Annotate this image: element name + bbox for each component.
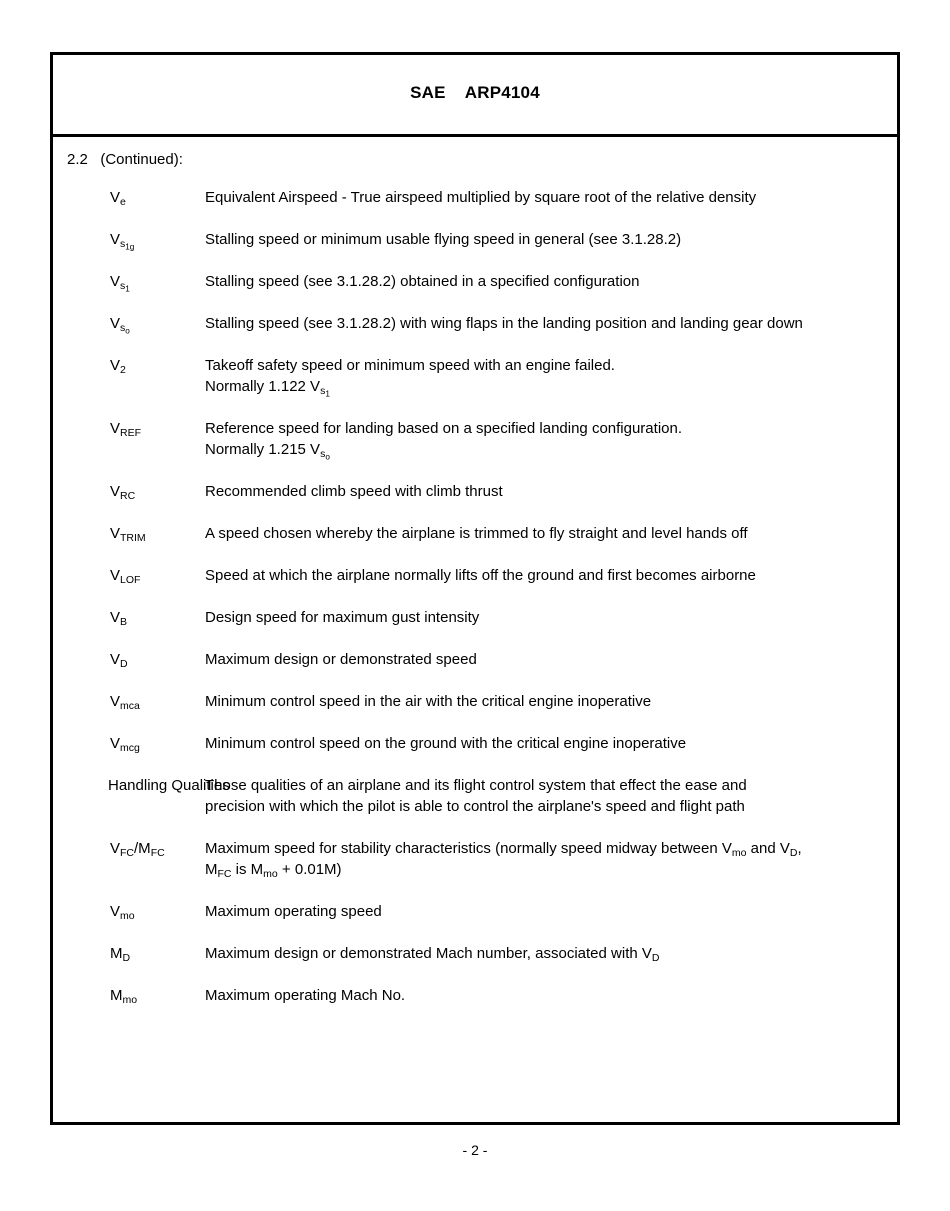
glossary-entry bbox=[53, 565, 897, 586]
glossary-entry bbox=[53, 187, 897, 208]
glossary-description: Reference speed for landing based on a specified landing configuration. Normally 1.215 $V_{s_o}$ bbox=[205, 420, 682, 462]
glossary-description: Maximum design or demonstrated speed bbox=[205, 651, 477, 668]
glossary-description: Maximum design or demonstrated Mach number, associated with $V_D$ bbox=[205, 945, 660, 965]
glossary-description: Maximum speed for stability characteristics (normally speed midway between $V_{mo}$ and $V_D$, $M_{FC}$ is $M_{mo} + 0.01M$) bbox=[205, 840, 802, 881]
glossary-entry bbox=[53, 901, 897, 922]
glossary-term: $V_2$ bbox=[110, 357, 126, 377]
glossary-term: $V_{RC}$ bbox=[110, 483, 136, 503]
glossary-description: Speed at which the airplane normally lifts off the ground and first becomes airborne bbox=[205, 567, 756, 584]
glossary-term: $V_B$ bbox=[110, 609, 128, 629]
document-header-band bbox=[53, 55, 897, 137]
document-frame bbox=[50, 52, 900, 1125]
glossary-term: $V_{REF}$ bbox=[110, 420, 142, 440]
glossary-description: Stalling speed (see 3.1.28.2) obtained in a specified configuration bbox=[205, 273, 640, 290]
glossary-entry bbox=[53, 775, 897, 817]
glossary-term: $V_{TRIM}$ bbox=[110, 525, 146, 545]
glossary-list bbox=[53, 187, 897, 1027]
glossary-term: $V_{s_{1g}}$ bbox=[110, 231, 135, 252]
glossary-entry bbox=[53, 838, 897, 880]
glossary-description: Design speed for maximum gust intensity bbox=[205, 609, 480, 626]
glossary-term: $M_{mo}$ bbox=[110, 987, 138, 1007]
glossary-entry bbox=[53, 943, 897, 964]
glossary-term: $M_D$ bbox=[110, 945, 131, 965]
glossary-term: $V_D$ bbox=[110, 651, 128, 671]
glossary-term: $V_{mcg}$ bbox=[110, 735, 140, 755]
glossary-entry bbox=[53, 229, 897, 250]
glossary-entry bbox=[53, 985, 897, 1006]
glossary-entry bbox=[53, 733, 897, 754]
glossary-description: A speed chosen whereby the airplane is trimmed to fly straight and level hands off bbox=[205, 525, 748, 542]
glossary-entry bbox=[53, 313, 897, 334]
glossary-description: Maximum operating Mach No. bbox=[205, 987, 406, 1004]
glossary-term: $V_{FC}/M_{FC}$ bbox=[110, 840, 165, 860]
standard-title: SAE ARP4104 bbox=[410, 83, 540, 102]
glossary-term: $V_{s_1}$ bbox=[110, 273, 130, 294]
glossary-description: Equivalent Airspeed - True airspeed multiplied by square root of the relative density bbox=[205, 189, 757, 206]
glossary-entry bbox=[53, 649, 897, 670]
glossary-description: Minimum control speed in the air with the critical engine inoperative bbox=[205, 693, 652, 710]
glossary-description: Minimum control speed on the ground with the critical engine inoperative bbox=[205, 735, 687, 752]
glossary-term: $V_{mo}$ bbox=[110, 903, 135, 923]
glossary-entry bbox=[53, 418, 897, 460]
glossary-entry bbox=[53, 691, 897, 712]
glossary-term: $V_e$ bbox=[110, 189, 126, 209]
glossary-description: Takeoff safety speed or minimum speed with an engine failed. Normally 1.122 $V_{s_1}$ bbox=[205, 357, 615, 399]
glossary-description: Those qualities of an airplane and its flight control system that effect the ease and precision with which the pilot is able to control the airplane's speed and flight path bbox=[205, 777, 747, 815]
glossary-term: $V_{LOF}$ bbox=[110, 567, 141, 587]
glossary-description: Stalling speed or minimum usable flying speed in general (see 3.1.28.2) bbox=[205, 231, 682, 248]
glossary-description: Maximum operating speed bbox=[205, 903, 382, 920]
section-heading: 2.2 (Continued): bbox=[67, 151, 183, 168]
glossary-description: Stalling speed (see 3.1.28.2) with wing flaps in the landing position and landing gear down bbox=[205, 315, 803, 332]
glossary-term: $V_{s_o}$ bbox=[110, 315, 130, 336]
glossary-term: $V_{mca}$ bbox=[110, 693, 140, 713]
glossary-description: Recommended climb speed with climb thrust bbox=[205, 483, 503, 500]
glossary-entry bbox=[53, 523, 897, 544]
page-number: - 2 - bbox=[462, 1142, 488, 1158]
glossary-entry bbox=[53, 607, 897, 628]
glossary-entry bbox=[53, 481, 897, 502]
glossary-term: Handling Qualities bbox=[108, 777, 230, 794]
glossary-entry bbox=[53, 355, 897, 397]
glossary-entry bbox=[53, 271, 897, 292]
